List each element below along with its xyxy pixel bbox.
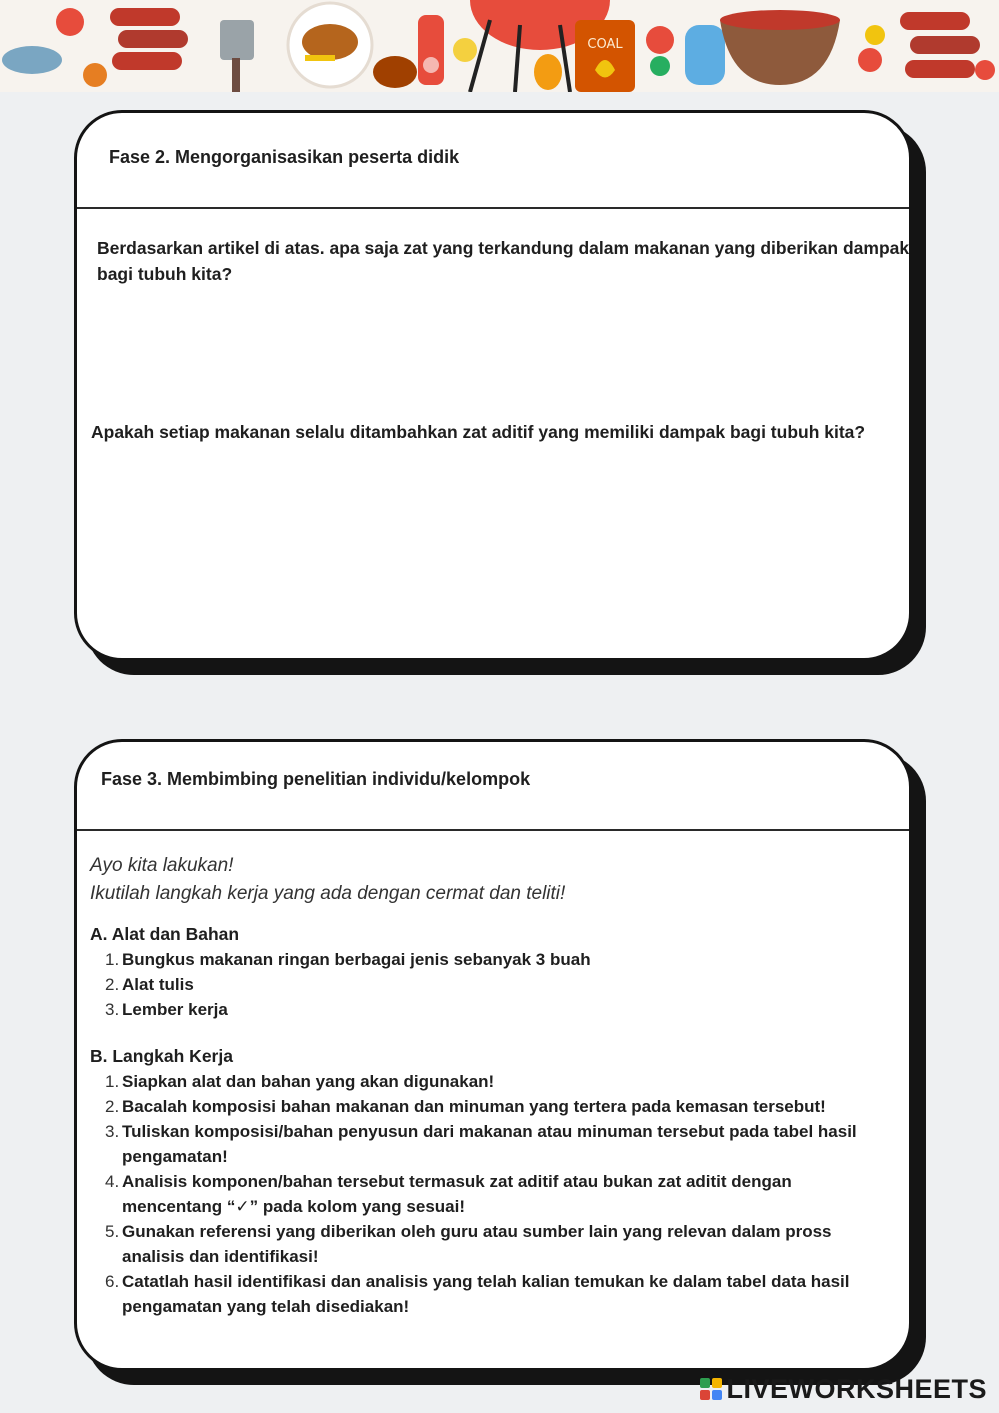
list-text: Bacalah komposisi bahan makanan dan minuman yang tertera pada kemasan tersebut! xyxy=(122,1097,826,1116)
list-item xyxy=(105,1169,865,1219)
list-number: 5. xyxy=(105,1222,120,1241)
list-text: Tuliskan komposisi/bahan penyusun dari makanan atau minuman tersebut pada tabel hasil pengamatan! xyxy=(122,1122,857,1166)
decorative-food-banner xyxy=(0,0,999,92)
section-a-list xyxy=(105,947,865,1022)
list-number: 1. xyxy=(105,1072,120,1091)
phase2-card xyxy=(74,110,926,675)
banner-illustration xyxy=(0,0,999,92)
list-text: Alat tulis xyxy=(122,975,194,994)
section-b-title: B. Langkah Kerja xyxy=(90,1046,233,1066)
logo-square xyxy=(700,1378,710,1388)
list-text: Gunakan referensi yang diberikan oleh guru atau sumber lain yang relevan dalam pross analisis dan identifikasi! xyxy=(122,1222,832,1266)
phase2-title: Fase 2. Mengorganisasikan peserta didik xyxy=(77,113,909,209)
logo-square xyxy=(712,1378,722,1388)
list-number: 3. xyxy=(105,1000,120,1019)
intro-line-2: Ikutilah langkah kerja yang ada dengan cermat dan teliti! xyxy=(90,883,566,904)
list-number: 2. xyxy=(105,975,120,994)
list-item xyxy=(105,947,865,972)
phase3-card-body xyxy=(74,739,912,1371)
list-text: Bungkus makanan ringan berbagai jenis sebanyak 3 buah xyxy=(122,950,591,969)
list-text: Analisis komponen/bahan tersebut termasuk zat aditif atau bukan zat aditit dengan mencentang “✓” pada kolom yang sesuai! xyxy=(122,1172,792,1216)
logo-text: LIVEWORKSHEETS xyxy=(726,1373,987,1404)
list-number: 4. xyxy=(105,1172,120,1191)
phase2-question-1: Berdasarkan artikel di atas. apa saja zat yang terkandung dalam makanan yang diberikan dampak bagi tubuh kita? xyxy=(97,238,910,284)
list-number: 3. xyxy=(105,1122,120,1141)
logo-icon xyxy=(700,1378,722,1400)
phase3-title: Fase 3. Membimbing penelitian individu/kelompok xyxy=(77,742,909,831)
phase2-question-2: Apakah setiap makanan selalu ditambahkan zat aditif yang memiliki dampak bagi tubuh kita? xyxy=(91,422,866,442)
logo-square xyxy=(712,1390,722,1400)
list-item xyxy=(105,1269,865,1319)
list-item xyxy=(105,1094,865,1119)
list-item xyxy=(105,1069,865,1094)
list-number: 1. xyxy=(105,950,120,969)
list-item xyxy=(105,997,865,1022)
list-number: 6. xyxy=(105,1272,120,1291)
section-b-list xyxy=(105,1069,865,1319)
list-item xyxy=(105,1219,865,1269)
intro-line-1: Ayo kita lakukan! xyxy=(90,855,234,876)
logo-square xyxy=(700,1390,710,1400)
list-number: 2. xyxy=(105,1097,120,1116)
coal-bag-label: COAL xyxy=(587,37,623,52)
list-text: Catatlah hasil identifikasi dan analisis yang telah kalian temukan ke dalam tabel data hasil pengamatan yang telah disediakan! xyxy=(122,1272,850,1316)
list-text: Lember kerja xyxy=(122,1000,228,1019)
list-text: Siapkan alat dan bahan yang akan digunakan! xyxy=(122,1072,495,1091)
phase2-card-body xyxy=(74,110,912,661)
section-a-title: A. Alat dan Bahan xyxy=(90,924,240,944)
phase3-card xyxy=(74,739,926,1385)
list-item xyxy=(105,972,865,997)
list-item xyxy=(105,1119,865,1169)
phase3-intro xyxy=(90,852,565,908)
liveworksheets-logo[interactable] xyxy=(700,1374,987,1404)
